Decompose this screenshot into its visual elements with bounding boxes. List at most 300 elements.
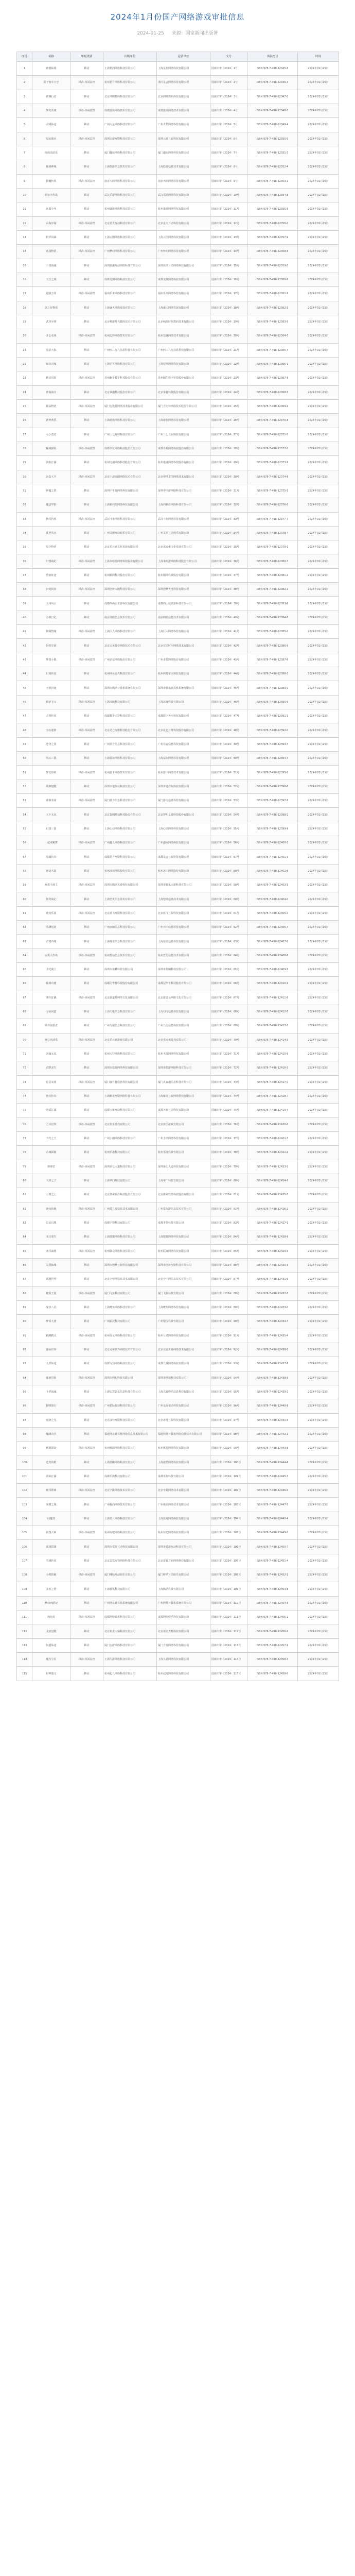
table-row: [17, 216, 339, 230]
publisher: 杭州联众网络科技有限公司: [103, 1244, 157, 1258]
approval-date: 2024年01月25日: [298, 1596, 339, 1610]
game-name: 封神演义: [32, 1667, 70, 1681]
category: 移动-休闲益智: [70, 1075, 103, 1089]
table-row: [17, 737, 339, 751]
approval-number: 国新出审〔2024〕7号: [210, 146, 247, 160]
publisher: 广州网易计算机系统有限公司: [103, 1596, 157, 1610]
publisher: 成都九翎网络科技有限公司: [103, 1357, 157, 1371]
operator: 杭州玩吧网络科技有限公司: [157, 1526, 210, 1540]
table-row: [17, 1300, 339, 1314]
approval-date: 2024年01月25日: [298, 822, 339, 836]
table-row: [17, 526, 339, 540]
approval-date: 2024年01月25日: [298, 991, 339, 1005]
approval-date: 2024年01月25日: [298, 1357, 339, 1371]
publisher: 上海紫龙互娱网络科技有限公司: [103, 1089, 157, 1103]
approval-date: 2024年01月25日: [298, 906, 339, 920]
approval-number: 国新出审〔2024〕25号: [210, 399, 247, 413]
publisher: 上海益玩网络科技有限公司: [103, 752, 157, 766]
publication-number: ISBN 978-7-498-12353-1: [247, 174, 298, 188]
operator: 深圳市腾讯计算机系统有限公司: [157, 681, 210, 695]
approval-number: 国新出审〔2024〕3号: [210, 90, 247, 104]
table-row: [17, 1442, 339, 1455]
table-row: [17, 1611, 339, 1624]
table-row: [17, 1596, 339, 1610]
table-row: [17, 273, 339, 286]
publisher: 上海盛大网络发展有限公司: [103, 301, 157, 315]
game-name: 萌宠大作战: [32, 188, 70, 202]
operator: 北京游道易网络文化有限公司: [157, 991, 210, 1005]
table-row: [17, 1427, 339, 1441]
table-row: [17, 1104, 339, 1117]
operator: 深圳第七大道科技有限公司: [157, 1160, 210, 1174]
publisher: 广州银汉科技有限公司: [103, 1315, 157, 1329]
operator: 上海散爆网络科技有限公司: [157, 1230, 210, 1244]
operator: 杭州联众网络科技有限公司: [157, 1244, 210, 1258]
approval-date: 2024年01月25日: [298, 836, 339, 850]
game-name: 荣耀之城: [32, 1498, 70, 1512]
operator: 上海心动网络科技有限公司: [157, 822, 210, 836]
approval-number: 国新出审〔2024〕52号: [210, 779, 247, 793]
approval-number: 国新出审〔2024〕104号: [210, 1512, 247, 1526]
publication-number: ISBN 978-7-498-12443-9: [247, 1442, 298, 1455]
row-index: 30: [17, 470, 32, 484]
category: 移动-休闲益智: [70, 948, 103, 962]
operator: 上海久游网络科技有限公司: [157, 1653, 210, 1667]
approval-date: 2024年01月25日: [298, 808, 339, 822]
publisher: 上海游族网络科技有限公司: [103, 414, 157, 428]
publisher: 上海鹰角网络科技有限公司: [103, 1300, 157, 1314]
approval-number: 国新出审〔2024〕99号: [210, 1442, 247, 1455]
table-row: [17, 1455, 339, 1469]
publisher: 杭州桃源网络科技有限公司: [103, 1442, 157, 1455]
game-name: 战神觉醒: [32, 779, 70, 793]
publication-number: ISBN 978-7-498-12394-4: [247, 752, 298, 766]
approval-date: 2024年01月25日: [298, 399, 339, 413]
approval-number: 国新出审〔2024〕24号: [210, 385, 247, 399]
operator: 上海游酷网络科技有限公司: [157, 1455, 210, 1469]
operator: 杭州边锋网络技术有限公司: [157, 329, 210, 343]
category: 移动: [70, 1667, 103, 1681]
publication-number: ISBN 978-7-498-12377-7: [247, 512, 298, 526]
publisher: 成都乐狗科技有限公司: [103, 1469, 157, 1483]
publication-number: ISBN 978-7-498-12366-1: [247, 357, 298, 371]
publication-number: ISBN 978-7-498-12453-8: [247, 1582, 298, 1596]
publication-number: ISBN 978-7-498-12393-7: [247, 737, 298, 751]
approval-number: 国新出审〔2024〕73号: [210, 1075, 247, 1089]
operator: 广州九尾信息科技有限公司: [157, 1019, 210, 1033]
row-index: 23: [17, 371, 32, 385]
publication-number: ISBN 978-7-498-12381-4: [247, 568, 298, 582]
row-index: 34: [17, 526, 32, 540]
publication-number: ISBN 978-7-498-12392-0: [247, 723, 298, 737]
operator: 北京完美时空网络技术有限公司: [157, 639, 210, 653]
game-name: 超级方块: [32, 287, 70, 301]
publisher: 成都龙渊网络科技有限公司: [103, 273, 157, 286]
publication-number: ISBN 978-7-498-12425-5: [247, 1188, 298, 1202]
publication-number: ISBN 978-7-498-12427-9: [247, 1216, 298, 1230]
game-name: 方块世界: [32, 1117, 70, 1131]
category: 移动-休闲益智: [70, 878, 103, 892]
row-index: 27: [17, 428, 32, 442]
operator: 上海鹰角网络科技有限公司: [157, 1300, 210, 1314]
publisher: 深圳市迷你玩科技有限公司: [103, 779, 157, 793]
game-name: 云端之上: [32, 1188, 70, 1202]
operator: 北京乐元素游戏有限公司: [157, 1033, 210, 1047]
publication-number: ISBN 978-7-498-12380-7: [247, 554, 298, 568]
approval-number: 国新出审〔2024〕83号: [210, 1216, 247, 1230]
publisher: 深圳市爱游互动科技有限公司: [103, 1540, 157, 1554]
row-index: 79: [17, 1160, 32, 1174]
game-name: 乱世英杰: [32, 526, 70, 540]
approval-date: 2024年01月25日: [298, 287, 339, 301]
publisher: 武汉斗鱼网络科技有限公司: [103, 512, 157, 526]
game-name: 战舰世界: [32, 1273, 70, 1286]
operator: 上海紫龙互娱网络科技有限公司: [157, 1089, 210, 1103]
table-row: [17, 1667, 339, 1681]
operator: 北京祖龙天畅科技有限公司: [157, 1624, 210, 1638]
operator: 福建网龙计算机网络信息技术有限公司: [157, 1427, 210, 1441]
publisher: 杭州网易雷火科技有限公司: [103, 667, 157, 681]
publisher: 上海莉莉丝网络科技有限公司: [103, 498, 157, 512]
table-row: [17, 1315, 339, 1329]
row-index: 82: [17, 1202, 32, 1216]
row-index: 26: [17, 414, 32, 428]
publisher: 上海幻电信息科技有限公司: [103, 1005, 157, 1019]
category: 移动: [70, 1554, 103, 1568]
publisher: 杭州电魂网络科技股份有限公司: [103, 456, 157, 470]
publisher: 北京雷霆万钧网络科技有限公司: [103, 1554, 157, 1568]
row-index: 61: [17, 906, 32, 920]
game-name: 诸神黄昏: [32, 414, 70, 428]
row-index: 32: [17, 498, 32, 512]
game-name: 欢乐麻将: [32, 1244, 70, 1258]
approval-number: 国新出审〔2024〕64号: [210, 948, 247, 962]
operator: 北京网映数码科技有限公司: [157, 90, 210, 104]
operator: 广州火星网络科技有限公司: [157, 118, 210, 132]
publication-number: ISBN 978-7-498-12440-8: [247, 1399, 298, 1413]
category: 移动-休闲益智: [70, 906, 103, 920]
approval-number: 国新出审〔2024〕61号: [210, 906, 247, 920]
category: 移动-休闲益智: [70, 695, 103, 709]
publisher: 深圳市腾讯天游科技有限公司: [103, 878, 157, 892]
publication-number: ISBN 978-7-498-12349-4: [247, 118, 298, 132]
operator: 广州灵犀互动娱乐有限公司: [157, 526, 210, 540]
approval-number: 国新出审〔2024〕17号: [210, 287, 247, 301]
approval-date: 2024年01月25日: [298, 1033, 339, 1047]
approval-date: 2024年01月25日: [298, 1273, 339, 1286]
approval-number: 国新出审〔2024〕55号: [210, 822, 247, 836]
publisher: 杭州边锋网络技术有限公司: [103, 329, 157, 343]
publication-number: ISBN 978-7-498-12348-7: [247, 104, 298, 117]
publication-number: ISBN 978-7-498-12444-6: [247, 1455, 298, 1469]
publisher: 成都星合互娱科技有限公司: [103, 850, 157, 864]
operator: 南京天码网络科技有限公司: [157, 174, 210, 188]
game-name: 梦幻英雄: [32, 104, 70, 117]
operator: 杭州桃源网络科技有限公司: [157, 1442, 210, 1455]
col-header: 文号: [210, 52, 247, 62]
approval-date: 2024年01月25日: [298, 554, 339, 568]
operator: 杭州游卡网络技术有限公司: [157, 766, 210, 779]
category: 移动-休闲益智: [70, 1653, 103, 1667]
category: 移动: [70, 428, 103, 442]
publication-number: ISBN 978-7-498-12383-8: [247, 597, 298, 611]
category: 移动-休闲益智: [70, 794, 103, 808]
table-row: [17, 399, 339, 413]
game-name: 王者归途: [32, 681, 70, 695]
approval-number: 国新出审〔2024〕39号: [210, 597, 247, 611]
table-row: [17, 329, 339, 343]
operator: 杭州电魂网络科技股份有限公司: [157, 456, 210, 470]
operator: 北京字跳网络技术有限公司: [157, 1484, 210, 1498]
approval-number: 国新出审〔2024〕103号: [210, 1498, 247, 1512]
publisher: 广州火星网络科技有限公司: [103, 118, 157, 132]
publication-number: ISBN 978-7-498-12433-0: [247, 1300, 298, 1314]
approval-number: 国新出审〔2024〕5号: [210, 118, 247, 132]
table-row: [17, 878, 339, 892]
category: 移动-休闲益智: [70, 554, 103, 568]
approval-number: 国新出审〔2024〕113号: [210, 1638, 247, 1652]
operator: 南京网眼信息技术有限公司: [157, 611, 210, 624]
operator: 杭州顺网科技股份有限公司: [157, 568, 210, 582]
publication-number: ISBN 978-7-498-12432-3: [247, 1286, 298, 1300]
table-body: [17, 62, 339, 1681]
approval-date: 2024年01月25日: [298, 230, 339, 244]
game-name: 钢铁军团: [32, 639, 70, 653]
approval-date: 2024年01月25日: [298, 864, 339, 878]
row-index: 91: [17, 1329, 32, 1343]
game-name: 龙之谷物语: [32, 301, 70, 315]
approval-date: 2024年01月25日: [298, 653, 339, 667]
row-index: 108: [17, 1568, 32, 1582]
publication-number: ISBN 978-7-498-12371-5: [247, 428, 298, 442]
category: 移动: [70, 1005, 103, 1019]
approval-date: 2024年01月25日: [298, 456, 339, 470]
operator: 厦门吉比特网络技术股份有限公司: [157, 399, 210, 413]
publisher: 深圳创梦天地科技有限公司: [103, 583, 157, 597]
col-header: 名称: [32, 52, 70, 62]
category: 移动: [70, 1047, 103, 1061]
table-row: [17, 822, 339, 836]
game-name: 仙侠奇缘: [32, 357, 70, 371]
publisher: 杭州哲信信息技术有限公司: [103, 948, 157, 962]
operator: 厦门咪咕互动娱乐有限公司: [157, 1568, 210, 1582]
publisher: 上海烛龙信息科技有限公司: [103, 935, 157, 948]
table-row: [17, 766, 339, 779]
approval-table-wrapper: [16, 52, 339, 1681]
approval-number: 国新出审〔2024〕111号: [210, 1611, 247, 1624]
publisher: 南京网眼信息技术有限公司: [103, 611, 157, 624]
game-name: 花园物语: [32, 245, 70, 259]
publisher: 厦门飞鱼科技有限公司: [103, 1286, 157, 1300]
category: 移动: [70, 892, 103, 906]
game-name: 星空物语: [32, 540, 70, 554]
approval-number: 国新出审〔2024〕107号: [210, 1554, 247, 1568]
publisher: 北京乐元素文化发展有限公司: [103, 540, 157, 554]
approval-date: 2024年01月25日: [298, 1653, 339, 1667]
table-row: [17, 1230, 339, 1244]
game-name: 战国群雄: [32, 1540, 70, 1554]
table-row: [17, 752, 339, 766]
publication-number: ISBN 978-7-498-12448-4: [247, 1512, 298, 1526]
table-row: [17, 287, 339, 301]
table-row: [17, 1286, 339, 1300]
category: 移动-休闲益智: [70, 245, 103, 259]
publication-number: ISBN 978-7-498-12421-7: [247, 1131, 298, 1145]
publication-number: ISBN 978-7-498-12414-9: [247, 1033, 298, 1047]
publication-number: ISBN 978-7-498-12385-2: [247, 625, 298, 639]
table-row: [17, 1174, 339, 1188]
approval-date: 2024年01月25日: [298, 639, 339, 653]
category: 移动: [70, 1216, 103, 1230]
table-row: [17, 977, 339, 991]
operator: 成都阿哈娱乐科技有限公司: [157, 1611, 210, 1624]
row-index: 19: [17, 315, 32, 329]
publication-number: ISBN 978-7-498-12438-5: [247, 1371, 298, 1385]
table-row: [17, 1357, 339, 1371]
approval-number: 国新出审〔2024〕22号: [210, 357, 247, 371]
table-row: [17, 1526, 339, 1540]
publisher: 上海恺英网络科技有限公司: [103, 357, 157, 371]
category: 移动: [70, 921, 103, 935]
publication-number: ISBN 978-7-498-12375-3: [247, 484, 298, 498]
table-row: [17, 132, 339, 146]
publication-number: ISBN 978-7-498-12415-6: [247, 1047, 298, 1061]
publication-number: ISBN 978-7-498-12405-7: [247, 906, 298, 920]
category: 移动: [70, 864, 103, 878]
operator: 成都九翎网络科技有限公司: [157, 1357, 210, 1371]
approval-number: 国新出审〔2024〕33号: [210, 512, 247, 526]
publisher: 深圳市墨麟科技有限公司: [103, 963, 157, 977]
col-header: 出版单位: [103, 52, 157, 62]
category: 移动: [70, 1512, 103, 1526]
game-name: 快乐钓鱼: [32, 512, 70, 526]
publication-number: ISBN 978-7-498-12410-1: [247, 977, 298, 991]
table-row: [17, 357, 339, 371]
row-index: 99: [17, 1442, 32, 1455]
approval-date: 2024年01月25日: [298, 878, 339, 892]
publication-number: ISBN 978-7-498-12355-5: [247, 202, 298, 216]
operator: 上海莉莉丝网络科技有限公司: [157, 498, 210, 512]
approval-number: 国新出审〔2024〕16号: [210, 273, 247, 286]
game-name: 一起来跳舞: [32, 836, 70, 850]
operator: 北京乐元素文化发展有限公司: [157, 540, 210, 554]
table-row: [17, 1343, 339, 1357]
approval-date: 2024年01月25日: [298, 1216, 339, 1230]
publication-number: ISBN 978-7-498-12435-4: [247, 1329, 298, 1343]
approval-number: 国新出审〔2024〕84号: [210, 1230, 247, 1244]
operator: 成都尼毕鲁科技股份有限公司: [157, 977, 210, 991]
row-index: 24: [17, 385, 32, 399]
table-row: [17, 1385, 339, 1399]
col-header: 时间: [298, 52, 339, 62]
table-row: [17, 118, 339, 132]
row-index: 44: [17, 667, 32, 681]
row-index: 72: [17, 1061, 32, 1075]
category: 移动: [70, 1638, 103, 1652]
approval-date: 2024年01月25日: [298, 1300, 339, 1314]
approval-date: 2024年01月25日: [298, 540, 339, 554]
publication-number: ISBN 978-7-498-12431-6: [247, 1273, 298, 1286]
approval-number: 国新出审〔2024〕34号: [210, 526, 247, 540]
approval-date: 2024年01月25日: [298, 1160, 339, 1174]
row-index: 105: [17, 1526, 32, 1540]
publication-number: ISBN 978-7-498-12357-9: [247, 230, 298, 244]
approval-number: 国新出审〔2024〕105号: [210, 1526, 247, 1540]
publication-number: ISBN 978-7-498-12346-3: [247, 76, 298, 90]
game-name: 秘境探险: [32, 442, 70, 455]
game-name: 九霄仙途: [32, 1357, 70, 1371]
row-index: 88: [17, 1286, 32, 1300]
table-row: [17, 1399, 339, 1413]
approval-number: 国新出审〔2024〕96号: [210, 1399, 247, 1413]
game-name: 长安幻想: [32, 1216, 70, 1230]
operator: 杭州网易雷火科技有限公司: [157, 667, 210, 681]
publisher: 北京蓝飞互娱科技有限公司: [103, 906, 157, 920]
row-index: 115: [17, 1667, 32, 1681]
row-index: 90: [17, 1315, 32, 1329]
publisher: 北京像素软件科技股份有限公司: [103, 1188, 157, 1202]
game-name: 小小勇者: [32, 428, 70, 442]
game-name: 神话大陆: [32, 864, 70, 878]
publication-number: ISBN 978-7-498-12437-8: [247, 1357, 298, 1371]
table-row: [17, 639, 339, 653]
table-row: [17, 1188, 339, 1202]
game-name: 泡泡消消乐: [32, 146, 70, 160]
row-index: 46: [17, 695, 32, 709]
publication-number: ISBN 978-7-498-12416-3: [247, 1061, 298, 1075]
row-index: 25: [17, 399, 32, 413]
category: 移动: [70, 808, 103, 822]
operator: 厦门飞鱼科技有限公司: [157, 1286, 210, 1300]
approval-date: 2024年01月25日: [298, 1638, 339, 1652]
game-name: 甜品物语: [32, 399, 70, 413]
approval-date: 2024年01月25日: [298, 357, 339, 371]
approval-number: 国新出审〔2024〕106号: [210, 1540, 247, 1554]
category: 移动: [70, 752, 103, 766]
operator: 北京快手游戏有限公司: [157, 1117, 210, 1131]
approval-date: 2024年01月25日: [298, 1089, 339, 1103]
row-index: 112: [17, 1624, 32, 1638]
table-row: [17, 963, 339, 977]
category: 移动: [70, 1624, 103, 1638]
approval-date: 2024年01月25日: [298, 1047, 339, 1061]
table-row: [17, 442, 339, 455]
approval-number: 国新出审〔2024〕86号: [210, 1258, 247, 1272]
operator: 北京掌趣科技股份有限公司: [157, 385, 210, 399]
category: 移动: [70, 568, 103, 582]
publication-number: ISBN 978-7-498-12408-8: [247, 948, 298, 962]
table-row: [17, 498, 339, 512]
publisher: 广州百田信息科技有限公司: [103, 921, 157, 935]
row-index: 4: [17, 104, 32, 117]
operator: 北京畅游时代数码技术有限公司: [157, 315, 210, 329]
category: 移动-休闲益智: [70, 132, 103, 146]
approval-number: 国新出审〔2024〕45号: [210, 681, 247, 695]
publication-number: ISBN 978-7-498-12402-6: [247, 864, 298, 878]
publication-number: ISBN 978-7-498-12389-0: [247, 681, 298, 695]
approval-number: 国新出审〔2024〕115号: [210, 1667, 247, 1681]
table-row: [17, 1160, 339, 1174]
operator: 广州趣丸网络科技有限公司: [157, 836, 210, 850]
row-index: 63: [17, 935, 32, 948]
publication-number: ISBN 978-7-498-12399-9: [247, 822, 298, 836]
approval-date: 2024年01月25日: [298, 174, 339, 188]
table-row: [17, 188, 339, 202]
operator: 杭州起凡网络科技有限公司: [157, 1667, 210, 1681]
row-index: 73: [17, 1075, 32, 1089]
row-index: 12: [17, 216, 32, 230]
publication-number: ISBN 978-7-498-12365-4: [247, 343, 298, 357]
